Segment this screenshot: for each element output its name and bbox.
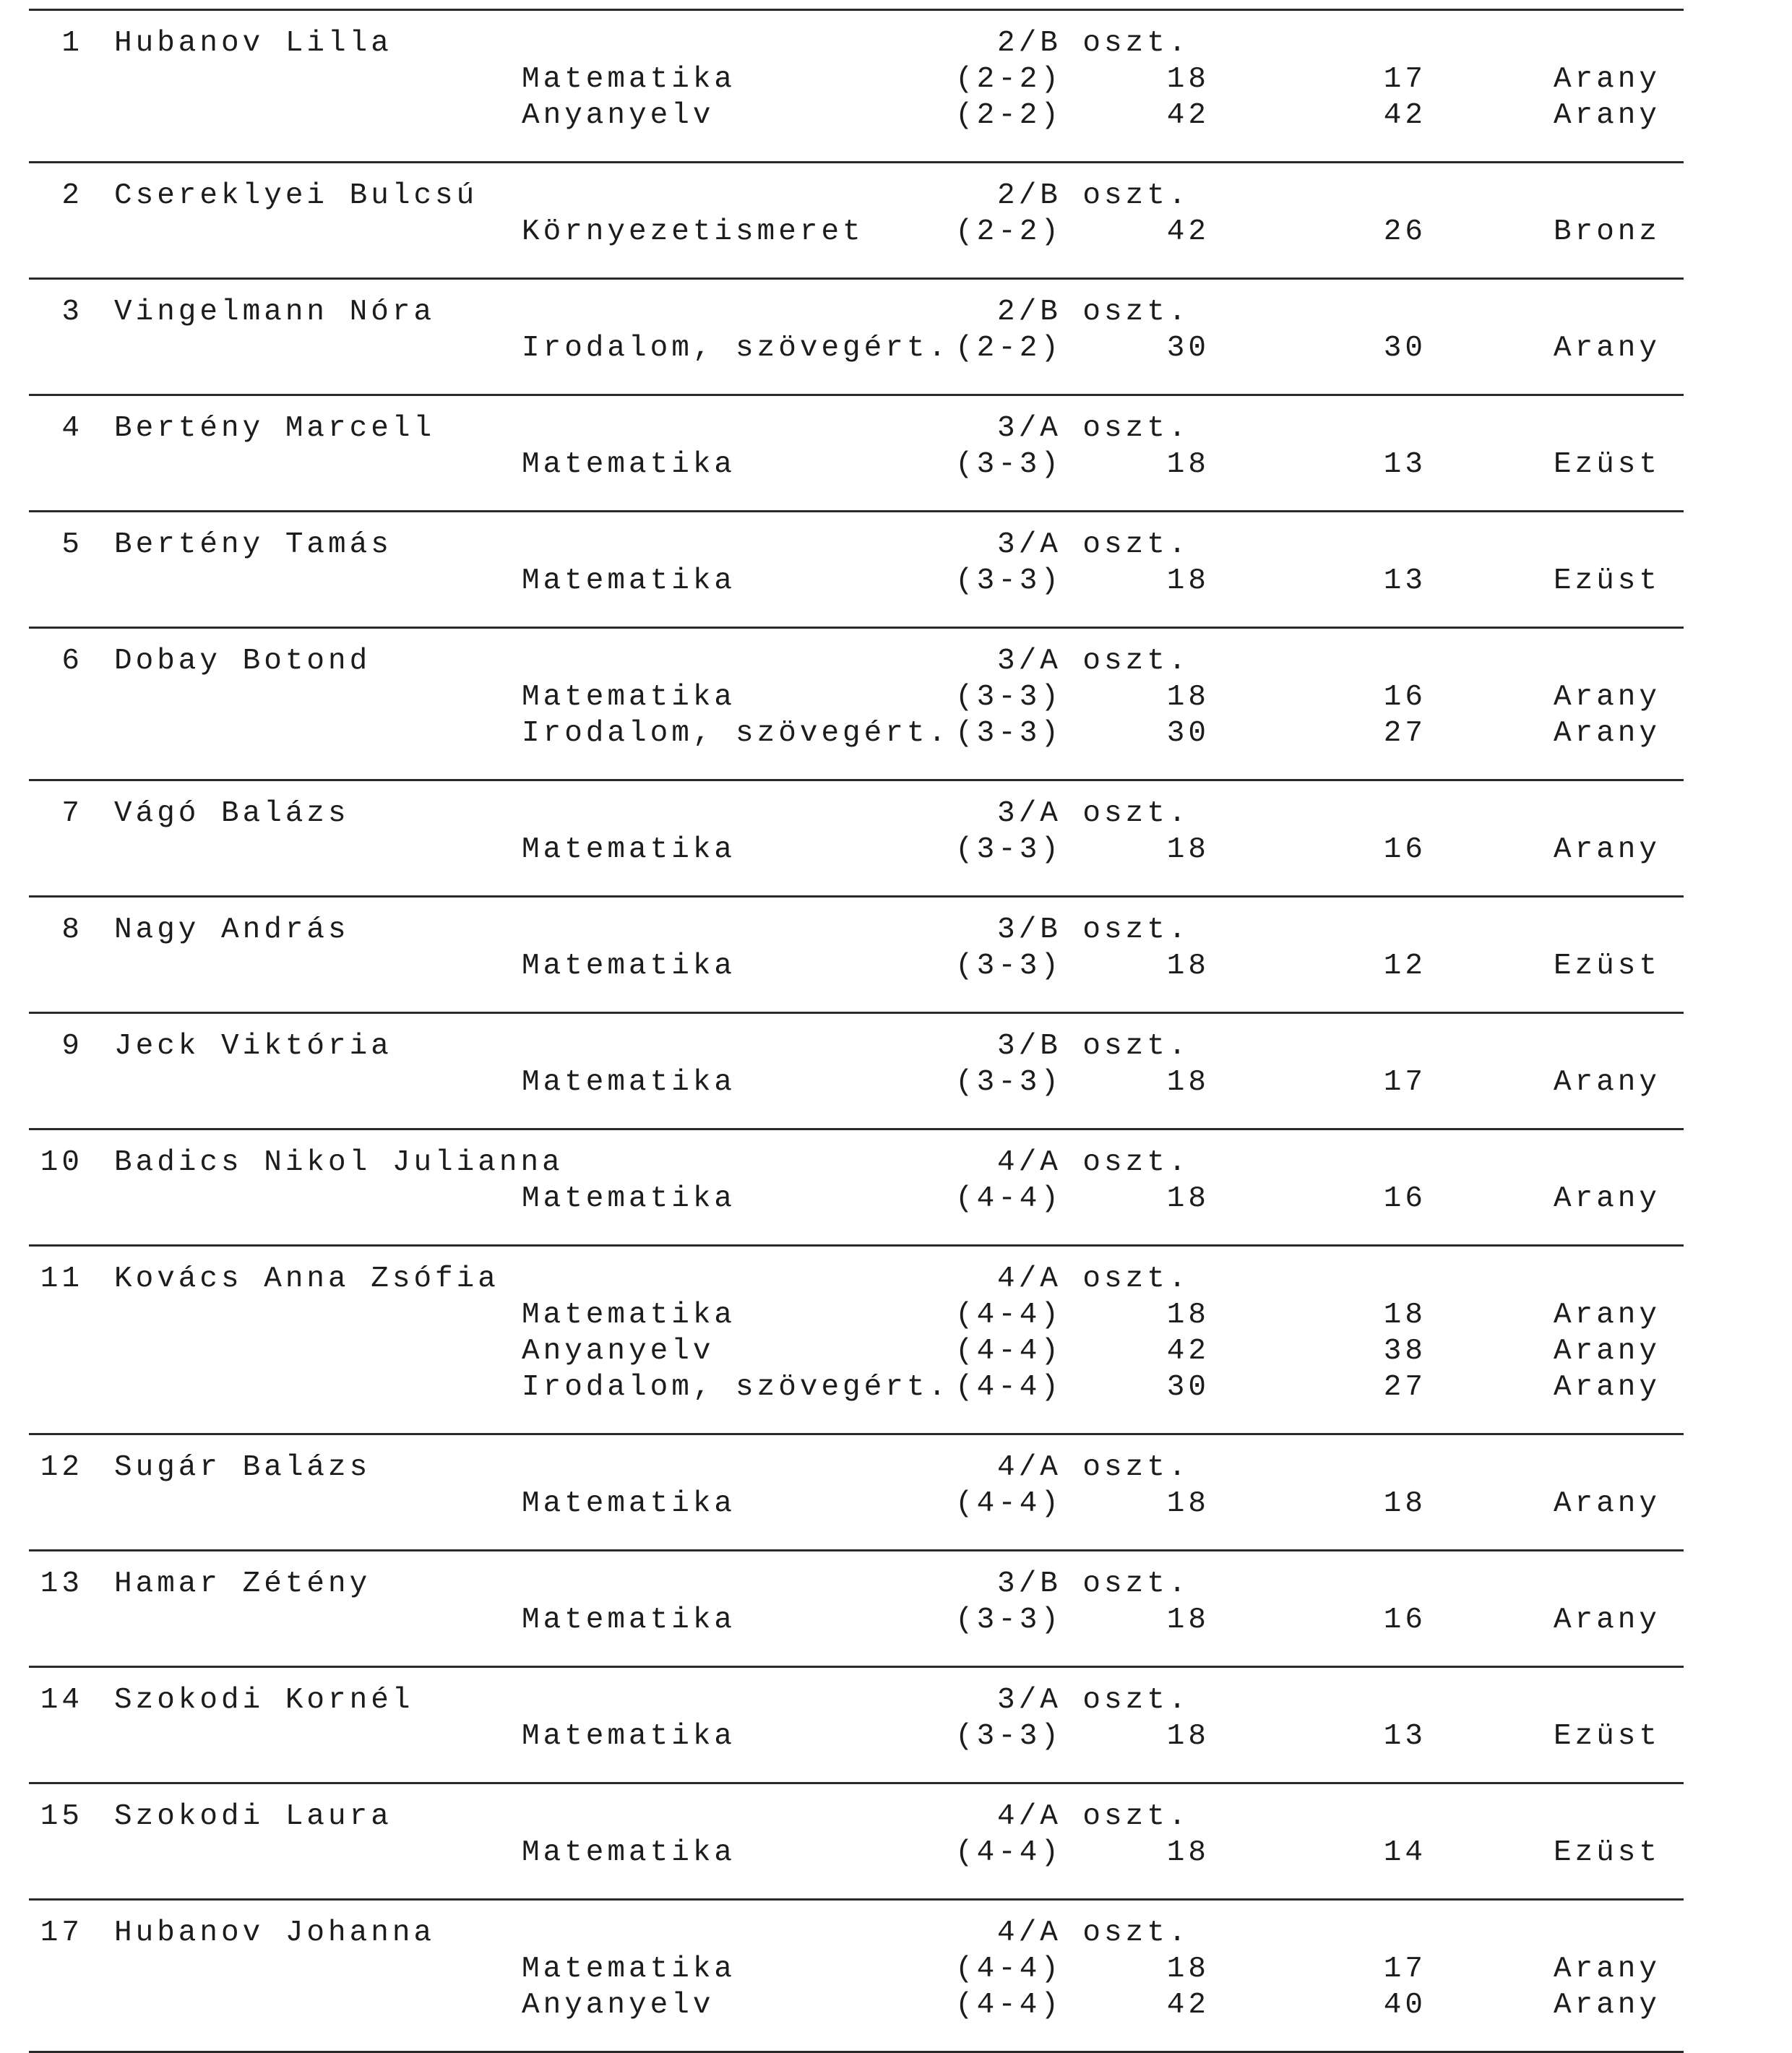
subject-name: Matematika [522, 1604, 736, 1637]
max-points: 18 [1166, 1182, 1210, 1215]
subject-level: (3-3) [955, 564, 1063, 598]
row-separator [29, 1012, 1684, 1014]
subject-level: (4-4) [955, 1989, 1063, 2022]
max-points: 30 [1166, 717, 1210, 750]
subject-level: (2-2) [955, 332, 1063, 365]
max-points: 18 [1166, 833, 1210, 866]
subject-level: (4-4) [955, 1299, 1063, 1332]
student-name: Bertény Tamás [114, 528, 392, 561]
subject-name: Matematika [522, 1066, 736, 1099]
row-separator [29, 1549, 1684, 1551]
subject-name: Matematika [522, 681, 736, 714]
award-level: Arany [1554, 1989, 1661, 2022]
student-class: 3/A oszt. [997, 645, 1190, 678]
subject-name: Anyanyelv [522, 99, 715, 132]
row-separator [29, 1128, 1684, 1130]
entry-number: 10 [40, 1146, 83, 1179]
entry-number: 1 [61, 27, 83, 60]
student-name: Nagy András [114, 913, 350, 947]
subject-name: Anyanyelv [522, 1989, 715, 2022]
max-points: 18 [1166, 1604, 1210, 1637]
student-class: 2/B oszt. [997, 27, 1190, 60]
subject-name: Matematika [522, 1299, 736, 1332]
max-points: 18 [1166, 564, 1210, 598]
subject-name: Matematika [522, 1836, 736, 1869]
achieved-points: 18 [1383, 1487, 1426, 1520]
row-separator [29, 1244, 1684, 1247]
max-points: 42 [1166, 1989, 1210, 2022]
achieved-points: 38 [1383, 1335, 1426, 1368]
student-name: Szokodi Kornél [114, 1684, 414, 1717]
student-class: 3/A oszt. [997, 412, 1190, 445]
subject-level: (3-3) [955, 833, 1063, 866]
subject-name: Matematika [522, 1182, 736, 1215]
achieved-points: 17 [1383, 1066, 1426, 1099]
student-name: Dobay Botond [114, 645, 371, 678]
student-class: 3/B oszt. [997, 913, 1190, 947]
subject-level: (4-4) [955, 1836, 1063, 1869]
achieved-points: 13 [1383, 564, 1426, 598]
entry-number: 8 [61, 913, 83, 947]
achieved-points: 40 [1383, 1989, 1426, 2022]
subject-level: (4-4) [955, 1953, 1063, 1986]
max-points: 42 [1166, 1335, 1210, 1368]
achieved-points: 42 [1383, 99, 1426, 132]
achieved-points: 27 [1383, 1371, 1426, 1404]
student-name: Szokodi Laura [114, 1800, 392, 1833]
award-level: Arany [1554, 833, 1661, 866]
entry-number: 9 [61, 1030, 83, 1063]
student-class: 4/A oszt. [997, 1146, 1190, 1179]
award-level: Bronz [1554, 215, 1661, 249]
award-level: Arany [1554, 1487, 1661, 1520]
entry-number: 14 [40, 1684, 83, 1717]
achieved-points: 14 [1383, 1836, 1426, 1869]
max-points: 18 [1166, 1066, 1210, 1099]
award-level: Ezüst [1554, 448, 1661, 481]
student-name: Badics Nikol Julianna [114, 1146, 564, 1179]
award-level: Arany [1554, 1182, 1661, 1215]
max-points: 18 [1166, 950, 1210, 983]
student-name: Vingelmann Nóra [114, 296, 436, 329]
subject-level: (3-3) [955, 950, 1063, 983]
max-points: 18 [1166, 1953, 1210, 1986]
award-level: Arany [1554, 99, 1661, 132]
award-level: Arany [1554, 63, 1661, 96]
subject-name: Matematika [522, 1487, 736, 1520]
max-points: 42 [1166, 215, 1210, 249]
entry-number: 15 [40, 1800, 83, 1833]
row-separator [29, 161, 1684, 163]
subject-level: (4-4) [955, 1182, 1063, 1215]
subject-name: Környezetismeret [522, 215, 864, 249]
entry-number: 4 [61, 412, 83, 445]
entry-number: 11 [40, 1262, 83, 1296]
row-separator [29, 394, 1684, 396]
row-separator [29, 277, 1684, 280]
subject-level: (4-4) [955, 1335, 1063, 1368]
max-points: 18 [1166, 1487, 1210, 1520]
row-separator [29, 1666, 1684, 1668]
row-separator [29, 1782, 1684, 1784]
subject-name: Matematika [522, 833, 736, 866]
achieved-points: 30 [1383, 332, 1426, 365]
subject-name: Matematika [522, 1720, 736, 1753]
row-separator [29, 895, 1684, 898]
achieved-points: 17 [1383, 1953, 1426, 1986]
student-class: 2/B oszt. [997, 179, 1190, 212]
student-class: 4/A oszt. [997, 1800, 1190, 1833]
achieved-points: 27 [1383, 717, 1426, 750]
student-name: Vágó Balázs [114, 797, 350, 830]
student-class: 3/B oszt. [997, 1567, 1190, 1601]
max-points: 18 [1166, 448, 1210, 481]
row-separator [29, 779, 1684, 781]
achieved-points: 13 [1383, 448, 1426, 481]
award-level: Arany [1554, 1371, 1661, 1404]
award-level: Arany [1554, 1335, 1661, 1368]
row-separator [29, 1898, 1684, 1901]
student-class: 4/A oszt. [997, 1262, 1190, 1296]
achieved-points: 16 [1383, 1604, 1426, 1637]
subject-name: Matematika [522, 1953, 736, 1986]
subject-level: (2-2) [955, 215, 1063, 249]
subject-name: Matematika [522, 448, 736, 481]
max-points: 18 [1166, 1299, 1210, 1332]
subject-level: (2-2) [955, 99, 1063, 132]
max-points: 30 [1166, 332, 1210, 365]
student-class: 3/A oszt. [997, 1684, 1190, 1717]
subject-level: (3-3) [955, 448, 1063, 481]
row-separator [29, 627, 1684, 629]
row-separator [29, 9, 1684, 11]
award-level: Arany [1554, 681, 1661, 714]
subject-level: (3-3) [955, 681, 1063, 714]
achieved-points: 12 [1383, 950, 1426, 983]
max-points: 18 [1166, 1836, 1210, 1869]
student-class: 3/A oszt. [997, 528, 1190, 561]
student-name: Kovács Anna Zsófia [114, 1262, 499, 1296]
award-level: Ezüst [1554, 1836, 1661, 1869]
student-name: Csereklyei Bulcsú [114, 179, 478, 212]
achieved-points: 13 [1383, 1720, 1426, 1753]
award-level: Arany [1554, 1953, 1661, 1986]
student-name: Hubanov Lilla [114, 27, 392, 60]
subject-name: Irodalom, szövegért. [522, 332, 950, 365]
student-name: Bertény Marcell [114, 412, 436, 445]
subject-level: (3-3) [955, 1604, 1063, 1637]
max-points: 30 [1166, 1371, 1210, 1404]
student-class: 4/A oszt. [997, 1451, 1190, 1484]
subject-level: (3-3) [955, 717, 1063, 750]
max-points: 18 [1166, 681, 1210, 714]
subject-name: Matematika [522, 564, 736, 598]
row-separator [29, 510, 1684, 512]
entry-number: 12 [40, 1451, 83, 1484]
subject-level: (4-4) [955, 1371, 1063, 1404]
subject-level: (3-3) [955, 1720, 1063, 1753]
subject-name: Matematika [522, 63, 736, 96]
subject-name: Matematika [522, 950, 736, 983]
entry-number: 7 [61, 797, 83, 830]
achieved-points: 16 [1383, 833, 1426, 866]
achieved-points: 16 [1383, 1182, 1426, 1215]
award-level: Arany [1554, 1604, 1661, 1637]
subject-name: Irodalom, szövegért. [522, 717, 950, 750]
max-points: 18 [1166, 63, 1210, 96]
entry-number: 17 [40, 1916, 83, 1950]
row-separator [29, 1433, 1684, 1435]
entry-number: 6 [61, 645, 83, 678]
achieved-points: 17 [1383, 63, 1426, 96]
subject-level: (2-2) [955, 63, 1063, 96]
subject-name: Anyanyelv [522, 1335, 715, 1368]
achieved-points: 18 [1383, 1299, 1426, 1332]
award-level: Arany [1554, 717, 1661, 750]
entry-number: 3 [61, 296, 83, 329]
student-class: 3/B oszt. [997, 1030, 1190, 1063]
max-points: 42 [1166, 99, 1210, 132]
award-level: Ezüst [1554, 950, 1661, 983]
student-name: Jeck Viktória [114, 1030, 392, 1063]
award-level: Ezüst [1554, 1720, 1661, 1753]
student-name: Sugár Balázs [114, 1451, 371, 1484]
student-name: Hubanov Johanna [114, 1916, 436, 1950]
student-name: Hamar Zétény [114, 1567, 371, 1601]
student-class: 4/A oszt. [997, 1916, 1190, 1950]
subject-level: (3-3) [955, 1066, 1063, 1099]
student-class: 2/B oszt. [997, 296, 1190, 329]
subject-name: Irodalom, szövegért. [522, 1371, 950, 1404]
award-level: Ezüst [1554, 564, 1661, 598]
subject-level: (4-4) [955, 1487, 1063, 1520]
student-class: 3/A oszt. [997, 797, 1190, 830]
award-level: Arany [1554, 1066, 1661, 1099]
max-points: 18 [1166, 1720, 1210, 1753]
achieved-points: 16 [1383, 681, 1426, 714]
entry-number: 5 [61, 528, 83, 561]
entry-number: 2 [61, 179, 83, 212]
award-level: Arany [1554, 1299, 1661, 1332]
achieved-points: 26 [1383, 215, 1426, 249]
award-level: Arany [1554, 332, 1661, 365]
entry-number: 13 [40, 1567, 83, 1601]
